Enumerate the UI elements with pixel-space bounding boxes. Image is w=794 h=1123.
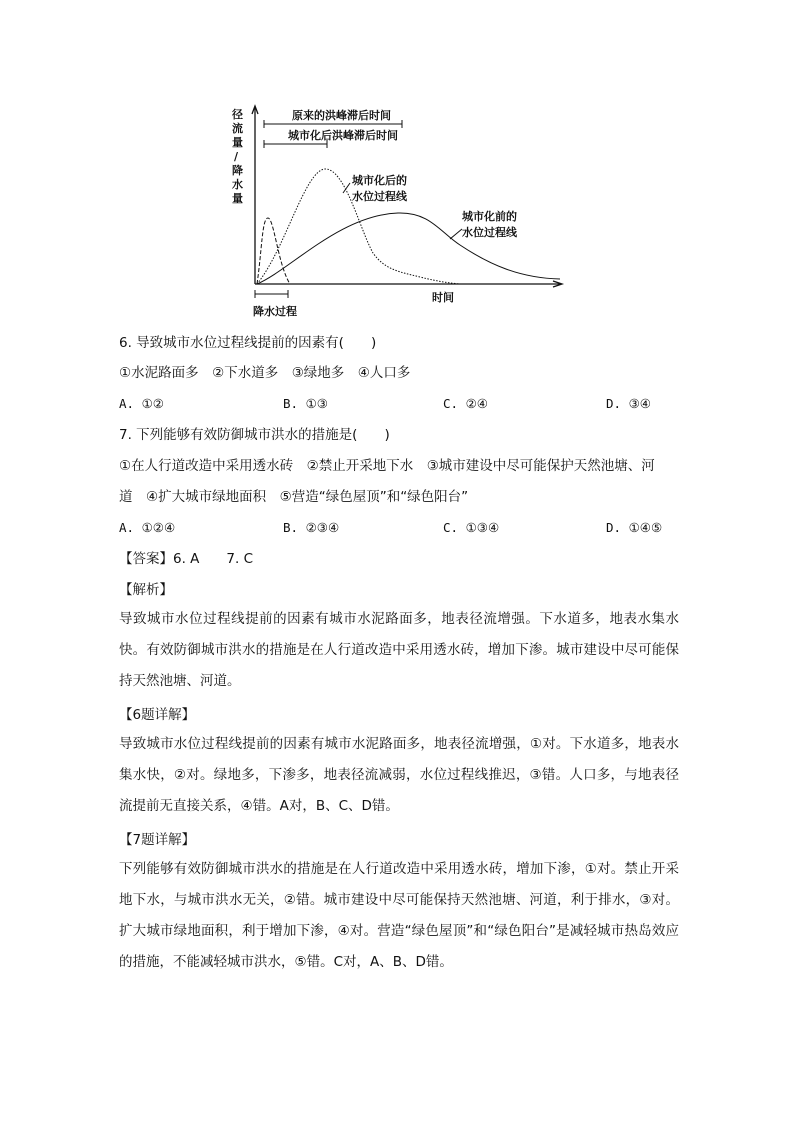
q6-items: ①水泥路面多 ②下水道多 ③绿地多 ④人口多: [119, 365, 411, 381]
svg-text:水位过程线: 水位过程线: [352, 190, 407, 203]
q7-option-d: D. ①④⑤: [606, 520, 663, 535]
q7-items-line1: ①在人行道改造中采用透水砖 ②禁止开采地下水 ③城市建设中尽可能保护天然池塘、河: [119, 458, 655, 474]
svg-text:量: 量: [232, 192, 243, 205]
svg-text:城市化后的: 城市化后的: [352, 174, 407, 187]
svg-text:/: /: [234, 150, 239, 163]
q6-detail-text: 导致城市水位过程线提前的因素有城市水泥路面多，地表径流增强，①对。下水道多，地表水集水快，②对。绿地多，下渗多，地表径流减弱，水位过程线推迟，③错。人口多，与地表径流提前无直接关系，④错。A对，B、C、D错。: [119, 736, 679, 814]
svg-text:流: 流: [232, 122, 243, 135]
q7-option-b: B. ②③④: [283, 520, 340, 535]
svg-text:城市化前的: 城市化前的: [462, 210, 517, 223]
q6-stem: 6. 导致城市水位过程线提前的因素有( ): [119, 335, 377, 351]
svg-text:径: 径: [232, 108, 243, 121]
analysis-title: 【解析】: [119, 582, 173, 598]
q7-stem: 7. 下列能够有效防御城市洪水的措施是( ): [119, 427, 390, 443]
q6-option-d: D. ③④: [606, 396, 651, 411]
q7-detail-text: 下列能够有效防御城市洪水的措施是在人行道改造中采用透水砖，增加下渗，①对。禁止开采地下水，与城市洪水无关，②错。城市建设中尽可能保持天然池塘、河道，利于排水，③对。扩大城市绿地面积，利于增加下渗，④对。营造“绿色屋顶”和“绿色阳台”是减轻城市热岛效应的措施，不能减轻城市洪水，⑤错。C对，A、B、D错。: [119, 861, 679, 970]
hydrograph-figure: [0, 0, 794, 330]
svg-text:水: 水: [232, 178, 243, 191]
y-axis-label: [231, 107, 243, 205]
svg-text:城市化后洪峰滞后时间: 城市化后洪峰滞后时间: [288, 129, 398, 142]
svg-text:水位过程线: 水位过程线: [462, 226, 517, 239]
before-urbanization-curve: [257, 213, 560, 284]
svg-text:降: 降: [232, 164, 243, 177]
x-axis-label: 时间: [432, 291, 454, 304]
analysis-text: 导致城市水位过程线提前的因素有城市水泥路面多，地表径流增强。下水道多，地表水集水快。有效防御城市洪水的措施是在人行道改造中采用透水砖，增加下渗。城市建设中尽可能保持天然池塘、河道。: [119, 611, 679, 689]
q6-option-b: B. ①③: [283, 396, 328, 411]
q7-items-line2: 道 ④扩大城市绿地面积 ⑤营造“绿色屋顶”和“绿色阳台”: [119, 489, 469, 505]
rain-bracket: [255, 290, 288, 298]
q6-option-c: C. ②④: [443, 396, 488, 411]
rainfall-curve: [257, 218, 290, 284]
svg-text:量: 量: [232, 136, 243, 149]
svg-text:原来的洪峰滞后时间: 原来的洪峰滞后时间: [292, 109, 391, 122]
svg-text:降水过程: 降水过程: [253, 305, 297, 318]
q6-detail-title: 【6题详解】: [119, 707, 196, 723]
q6-option-a: A. ①②: [119, 396, 164, 411]
q7-option-c: C. ①③④: [443, 520, 500, 535]
q7-detail-title: 【7题详解】: [119, 832, 196, 848]
q7-option-a: A. ①②④: [119, 520, 176, 535]
answer: 【答案】6. A 7. C: [119, 551, 254, 567]
